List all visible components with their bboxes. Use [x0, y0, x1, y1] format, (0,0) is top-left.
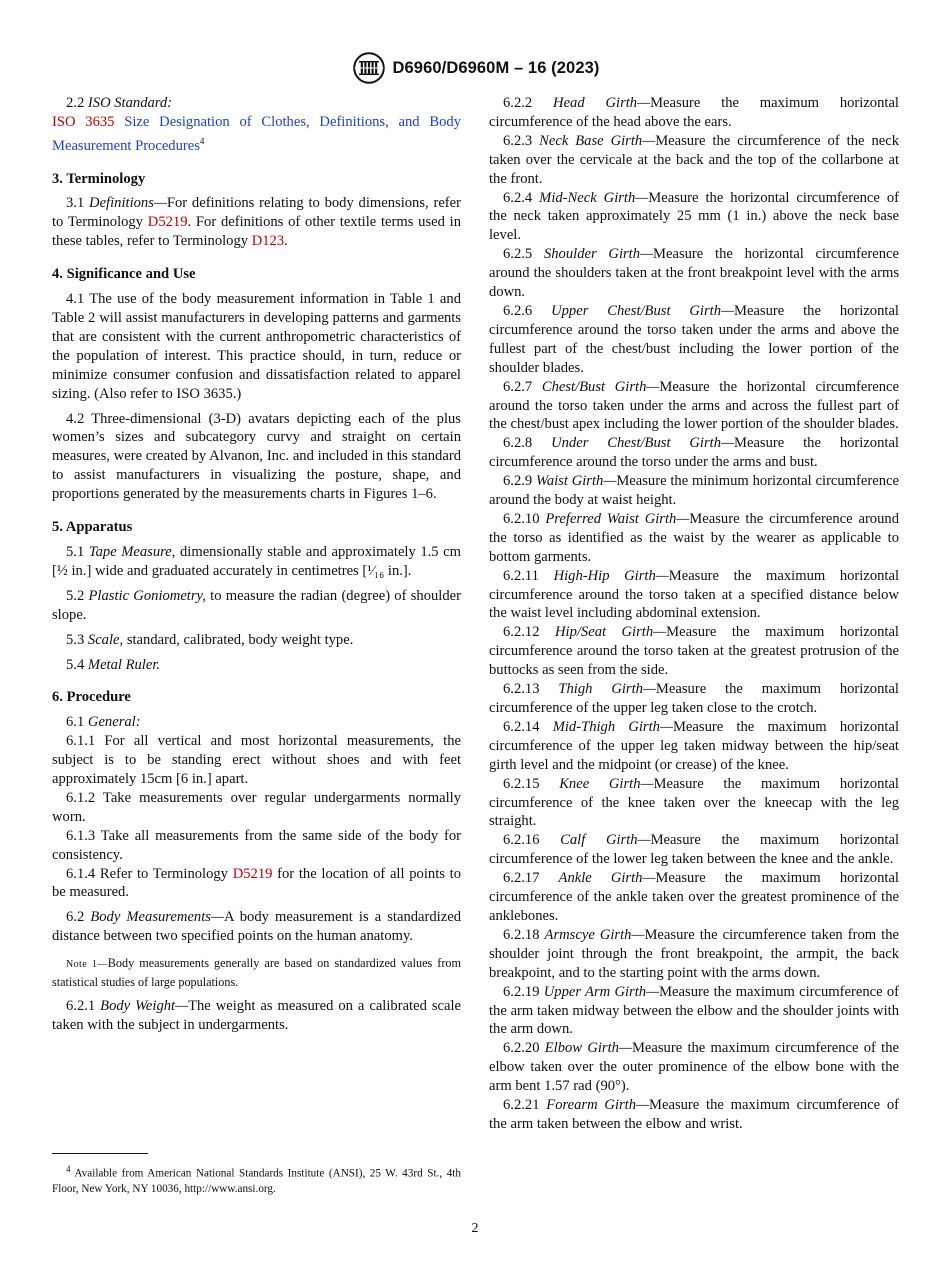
paragraph-5-1: 5.1 Tape Measure, dimensionally stable and approximately 1.5 cm [½ in.] wide and graduated accurately in centimetres [¹⁄₁₆ in.].: [52, 543, 461, 579]
paragraph-6-2-12: 6.2.12 Hip/Seat Girth—Measure the maximum horizontal circumference around the torso taken at the greatest protrusion of the buttocks as seen from the side.: [489, 624, 899, 679]
paragraph-6-2-5: 6.2.5 Shoulder Girth—Measure the horizontal circumference around the shoulders taken at the front breakpoint level with the arms down.: [489, 246, 899, 301]
iso-3635-reference: [52, 113, 461, 156]
paragraph-6-1-3: 6.1.3 Take all measurements from the same side of the body for consistency.: [52, 827, 461, 863]
paragraph-6-2-7: 6.2.7 Chest/Bust Girth—Measure the horizontal circumference around the torso taken under the arms and across the fullest part of the chest/bust apex including the lower portion of the shoulder blades.: [489, 378, 899, 433]
paragraph-6-2-17: 6.2.17 Ankle Girth—Measure the maximum horizontal circumference of the ankle taken over the greatest prominence of the anklebones.: [489, 870, 899, 924]
paragraph-6-2-10: 6.2.10 Preferred Waist Girth—Measure the circumference around the torso as identified as the waist by the wearer as applicable to bottom garments.: [489, 510, 899, 565]
paragraph-6-2-21: 6.2.21 Forearm Girth—Measure the maximum circumference of the arm taken between the elbow and wrist.: [489, 1097, 900, 1132]
paragraph-6-2-3: 6.2.3 Neck Base Girth—Measure the circumference of the neck taken over the cervicale at the back and the top of the collarbone at the front.: [489, 132, 899, 187]
paragraph-6-2-1: 6.2.1 Body Weight—The weight as measured on a calibrated scale taken with the subject in undergarments.: [52, 998, 462, 1034]
paragraph-6-2-18: 6.2.18 Armscye Girth—Measure the circumference taken from the shoulder joint through the front breakpoint, the armpit, the back breakpoint, and to the starting point with the arms down.: [489, 926, 900, 981]
section-4-heading: 4. Significance and Use: [52, 266, 196, 283]
d123-link[interactable]: D123: [251, 233, 285, 250]
paragraph-6-2-8: 6.2.8 Under Chest/Bust Girth—Measure the horizontal circumference around the torso under the arms and bust.: [489, 435, 899, 471]
paragraph-6-1-2: 6.1.2 Take measurements over regular undergarments normally worn.: [52, 789, 461, 825]
paragraph-3-1: 3.1 Definitions—For definitions relating to body dimensions, refer to Terminology D5219. For definitions of other textile terms used in these tables, refer to Terminology D123.: [52, 195, 462, 250]
page-header: [0, 50, 950, 86]
paragraph-4-2: 4.2 Three-dimensional (3-D) avatars depicting each of the plus women’s sizes and subcategory curvy and straight on certain measures, were created by Alvanon, Inc. and included in this standard to assist manufacturers in visualizing the posture, shape, and proportions generated by the measurements charts in Figures 1–6.: [52, 410, 461, 503]
paragraph-6-2-19: 6.2.19 Upper Arm Girth—Measure the maximum circumference of the arm taken midway between the elbow and the shoulder joints with the arm down.: [489, 983, 900, 1038]
paragraph-6-1-1: 6.1.1 For all vertical and most horizontal measurements, the subject is to be standing erect without shoes and with feet approximately 15cm [6 in.] apart.: [52, 733, 461, 788]
paragraph-6-2-15: 6.2.15 Knee Girth—Measure the maximum horizontal circumference of the knee taken over the kneecap with the leg straight.: [489, 775, 899, 830]
page-number: 2: [471, 1221, 479, 1236]
paragraph-6-2-13: 6.2.13 Thigh Girth—Measure the maximum horizontal circumference of the upper leg taken close to the crotch.: [489, 681, 899, 716]
right-column: [489, 94, 899, 1134]
left-column: [52, 94, 461, 1035]
paragraph-6-2-14: 6.2.14 Mid-Thigh Girth—Measure the maximum horizontal circumference of the upper leg taken midway between the hip/seat girth level and the midpoint (or crease) of the knee.: [489, 718, 899, 773]
paragraph-5-2: 5.2 Plastic Goniometry, to measure the radian (degree) of shoulder slope.: [52, 587, 461, 623]
section-6-heading: 6. Procedure: [52, 689, 131, 706]
footnote-divider: [52, 1153, 148, 1154]
footnote-4: $^4$ Available from American National Standards Institute (ANSI), 25 W. 43rd St., 4th Floor, New York, NY 10036, http://www.ansi.org.: [52, 1164, 461, 1195]
section-3-heading: 3. Terminology: [52, 170, 146, 187]
paragraph-6-1: 6.1 General:: [66, 714, 141, 731]
paragraph-6-2-20: 6.2.20 Elbow Girth—Measure the maximum circumference of the elbow taken over the outer prominence of the elbow bone with the arm bent 1.57 rad (90°).: [489, 1040, 899, 1095]
paragraph-6-2-9: 6.2.9 Waist Girth—Measure the minimum horizontal circumference around the body at waist height.: [489, 473, 899, 509]
note-1: Note 1—Body measurements generally are based on standardized values from statistical studies of large populations.: [52, 956, 461, 989]
section-2-2: 2.2 ISO Standard:: [66, 95, 173, 111]
footnote-mark: 4: [199, 135, 205, 146]
paragraph-6-2-6: 6.2.6 Upper Chest/Bust Girth—Measure the horizontal circumference around the torso taken under the arms and above the fullest part of the chest/bust including the lower portion of the shoulder blades.: [489, 302, 899, 376]
paragraph-6-1-4: 6.1.4 Refer to Terminology D5219 for the location of all points to be measured.: [52, 865, 461, 901]
paragraph-4-1: 4.1 The use of the body measurement information in Table 1 and Table 2 will assist manufacturers in developing patterns and garments that are consistent with the current anthropometric characteristics of the population of interest. This practice should, in turn, reduce or minimize consumer confusion and dissatisfaction related to apparel sizing. (Also refer to ISO 3635.): [52, 291, 461, 402]
document-id: D6960/D6960M – 16 (2023): [392, 58, 600, 77]
paragraph-6-2-4: 6.2.4 Mid-Neck Girth—Measure the horizontal circumference of the neck taken approximately 25 mm (1 in.) above the neck base level.: [489, 189, 899, 244]
iso-title-link[interactable]: Size Designation of Clothes, Definitions, and Body Measurement Procedures: [52, 113, 461, 154]
d5219-link[interactable]: D5219: [232, 865, 273, 882]
astm-logo-icon: [351, 51, 387, 85]
paragraph-6-2-11: 6.2.11 High-Hip Girth—Measure the maximum horizontal circumference around the torso taken at a specified distance below the waist level including abdominal extension.: [489, 567, 899, 622]
paragraph-6-2-2: 6.2.2 Head Girth—Measure the maximum horizontal circumference of the head above the ears.: [489, 95, 899, 130]
paragraph-5-4: 5.4 Metal Ruler.: [66, 656, 161, 673]
iso-code-link[interactable]: ISO 3635: [52, 113, 115, 130]
paragraph-6-2-16: 6.2.16 Calf Girth—Measure the maximum horizontal circumference of the lower leg taken between the knee and the ankle.: [489, 832, 899, 868]
section-5-heading: 5. Apparatus: [52, 519, 133, 536]
d5219-link[interactable]: D5219: [147, 214, 188, 231]
paragraph-6-2: 6.2 Body Measurements—A body measurement is a standardized distance between two specified points on the human anatomy.: [52, 909, 461, 945]
paragraph-5-3: 5.3 Scale, standard, calibrated, body weight type.: [66, 631, 354, 648]
